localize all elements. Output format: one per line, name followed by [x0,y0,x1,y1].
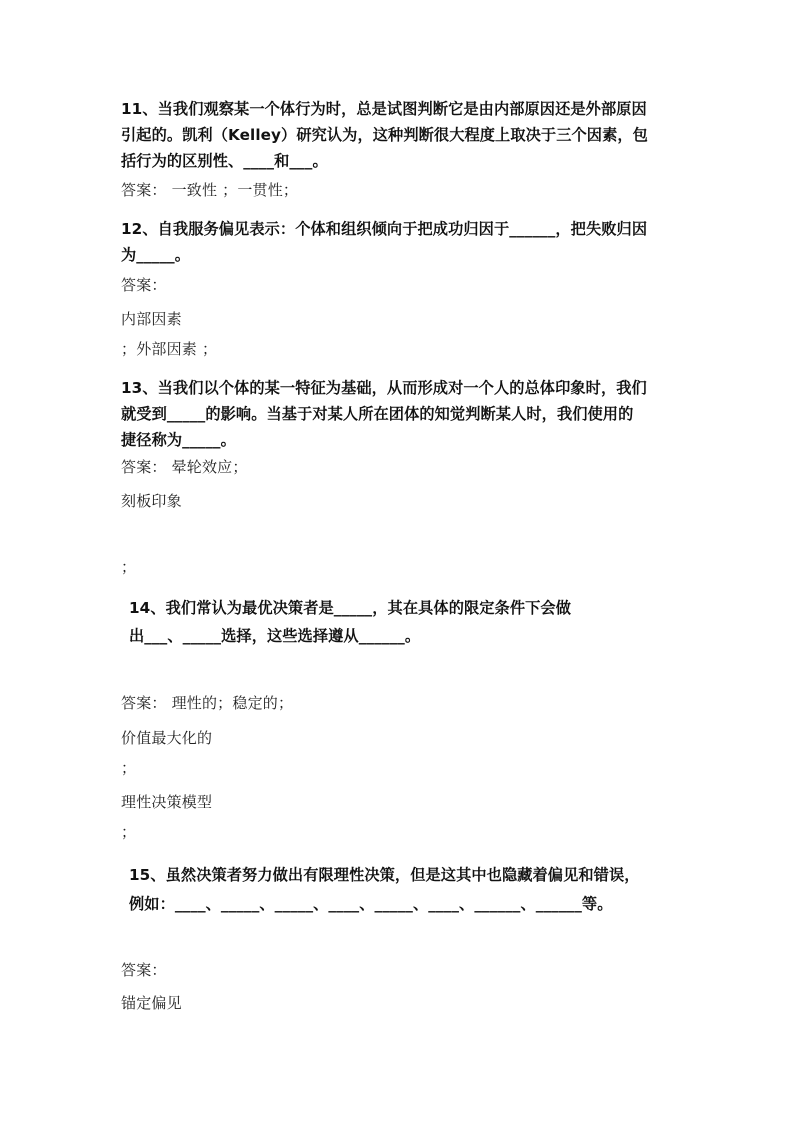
question-13-line-2: 就受到_____的影响。当基于对某人所在团体的知觉判断某人时，我们使用的 [121,405,634,423]
question-14-line-1: 14、我们常认为最优决策者是_____，其在具体的限定条件下会做 [129,599,571,617]
answer-15-label: 答案： [121,961,167,979]
answer-13-label: 答案： 晕轮效应； [121,458,248,476]
answer-14-label: 答案： 理性的；稳定的； [121,694,294,712]
question-12-line-2: 为_____。 [121,246,191,264]
question-13-line-1: 13、当我们以个体的某一特征为基础，从而形成对一个人的总体印象时，我们 [121,379,647,397]
answer-14-item-3: 理性决策模型 [121,793,213,811]
answer-11: 答案： 一致性 ；一贯性； [121,181,299,199]
question-12-line-1: 12、自我服务偏见表示：个体和组织倾向于把成功归因于______，把失败归因 [121,220,648,238]
answer-13-item-1: 刻板印象 [121,492,182,510]
question-14-line-2: 出___、_____选择，这些选择遵从______。 [129,627,421,645]
answer-13-item-2: ； [121,558,137,576]
answer-14-item-1: 价值最大化的 [121,729,213,747]
question-11-line-1: 11、当我们观察某一个体行为时，总是试图判断它是由内部原因还是外部原因 [121,100,647,118]
answer-14-item-2: ； [121,759,137,777]
answer-12-label: 答案： [121,276,167,294]
answer-14-item-4: ； [121,823,137,841]
answer-15-item-1: 锚定偏见 [121,994,182,1012]
question-11-line-3: 括行为的区别性、____和___。 [121,152,328,170]
answer-12-item-1: 内部因素 [121,310,182,328]
question-13-line-3: 捷径称为_____。 [121,431,236,449]
question-15-line-1: 15、虽然决策者努力做出有限理性决策，但是这其中也隐藏着偏见和错误， [129,866,640,884]
answer-12-item-2: ；外部因素 ； [121,340,218,358]
question-15-line-2: 例如：____、_____、_____、____、_____、____、______、______等。 [129,895,613,913]
question-11-line-2: 引起的。凯利（Kelley）研究认为，这种判断很大程度上取决于三个因素，包 [121,126,648,144]
